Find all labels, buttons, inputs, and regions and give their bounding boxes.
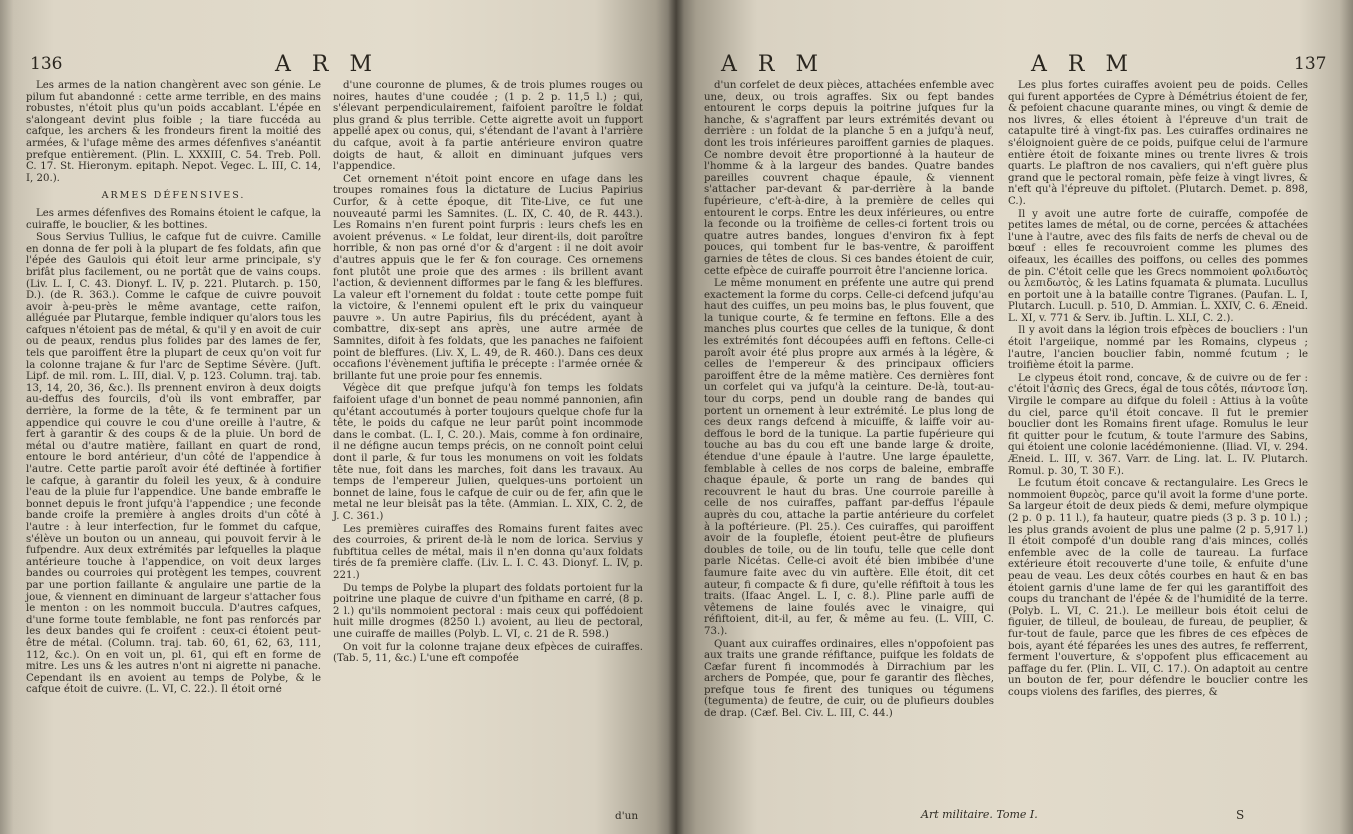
paragraph: Les armes défenfives des Romains étoient le cafque, la cuiraffe, le bouclier, & les bottines.	[26, 207, 321, 231]
paragraph: Le fcutum étoit concave & rectangulaire. Les Grecs le nommoient θυρεὸς, parce qu'il avoit la forme d'une porte. Sa largeur étoit de deux pieds & demi, mefure olympique (2 p. 0 p. 11 l.), fa hauteur, quatre pieds (3 p. 3 p. 10 l.) ; les plus grands avoient de plus une palme (2 p. 5,917 l.) Il étoit compofé d'un double rang d'ais minces, collés enfemble avec de la colle de taureau. La furface extérieure étoit recouverte d'une toile, & enfuite d'une peau de veau. Les deux côtés courbes en haut & en bas étoient garnis d'une lame de fer qui les garantiffoit des coups du tranchant de l'épée & de l'humidité de la terre. (Polyb. L. VI, C. 21.). Le meilleur bois étoit celui de figuier, de tilleul, de bouleau, de fureau, de peuplier, & fur-tout de faule, parce que les fibres de ces efpèces de bois, ayant été féparées les unes des autres, fe refferrent, ferment l'ouverture, & s'oppofent plus efficacement au paffage du fer. (Plin. L. VII, C. 17.). On adaptoit au centre un bouton de fer, pour défendre le bouclier contre les coups violens des farifles, des pierres, &	[1008, 478, 1308, 698]
paragraph: Il y avoit une autre forte de cuiraffe, compofée de petites lames de métal, ou de corne, percées & attachées l'une à l'autre, avec des fils faits de nerfs de cheval ou de bœuf : elles fe recouvroient comme les plumes des oifeaux, les écailles des poiffons, ou celles des pommes de pin. C'étoit celle que les Grecs nommoient φολιδωτὸς ou λεπιδωτὸς, & les Latins fquamata & plumata. Lucullus en portoit une à la bataille contre Tigranes. (Paufan. L. I, Plutarch. Lucull. p. 510, D. Ammian. L. XXIV, C. 6. Æneid. L. XI, v. 771 & Serv. ib. Juftin. L. XLI, C. 2.).	[1008, 208, 1308, 324]
book-gutter	[668, 0, 684, 834]
paragraph: Le même monument en préfente une autre qui prend exactement la forme du corps. Celle-ci defcend jufqu'au haut des cuiffes, un peu moins bas, le plus fouvent, que la tunique courte, & fe termine en feftons. Elle a des manches plus courtes que celles de la tunique, & dont les extrémités font découpées auffi en feftons. Celle-ci paroît avoir été plus propre aux armés à la légère, & celles de l'empereur & des principaux officiers paroiffent être de la même matière. Ces dernières font un corfelet qui va jufqu'à la ceinture. De-là, tout-au-tour du corps, pend un double rang de bandes qui portent un ornement à leur extrémité. Le plus long de ces deux rangs defcend à micuiffe, & laiffe voir au-deffous le bord de la tunique. La partie fupérieure qui touche au bas du cou eft une bande large & droite, étendue d'une épaule à l'autre. Une large épaulette, femblable à celles de nos corps de baleine, embraffe chaque épaule, & porte un rang de bandes qui recouvrent le haut du bras. Une courroie pareille à celle de nos cuiraffes, paffant par-deffus l'épaule auprès du cou, attache la partie antérieure du corfelet à la poftérieure. (Pl. 25.). Ces cuiraffes, qui paroiffent avoir de la fouplefle, étoient peut-être de plufieurs doubles de toile, ou de lin toufu, telle que celle dont parle Nicétas. Celle-ci avoit été bien imbibée d'une faumure faite avec du vin auftère. Elle étoit, dit cet auteur, fi compacte & fi dure, qu'elle réfiftoit à tous les traits. (Ifaac Angel. L. I, c. 8.). Pline parle auffi de vêtemens de laine foulés avec le vinaigre, qui réfiftoient, dit-il, au fer, & même au feu. (L. VIII, C. 73.).	[704, 278, 994, 637]
paragraph: Cet ornement n'étoit point encore en ufage dans les troupes romaines fous la dictature de Lucius Papirius Curfor, & à cette époque, dit Tite-Live, ce fut une nouveauté parmi les Samnites. (L. IX, C. 40, de R. 443.). Les Romains n'en furent point furpris : leurs chefs les en avoient prévenus. « Le foldat, leur dirent-ils, doit paroître horrible, & non pas orné d'or & d'argent : il ne doit avoir d'autres appuis que le fer & fon courage. Ces ornemens font plutôt une proie que des armes : ils brillent avant l'action, & deviennent difformes par le fang & les bleffures. La valeur eft l'ornement du foldat : toute cette pompe fuit la victoire, & l'ennemi opulent eft le prix du vainqueur pauvre ». Un autre Papirius, fils du précédent, ayant à combattre, dix-sept ans après, une autre armée de Samnites, difoit à fes foldats, que les panaches ne faifoient point de bleffures. (Liv. X, L. 49, de R. 460.). Dans ces deux occafions l'évènement juftifia le précepte : l'armée ornée & brillante fut une proie pour fes ennemis.	[333, 173, 643, 382]
section-heading: ARMES DÉFENSIVES.	[101, 190, 246, 202]
paragraph: Quant aux cuiraffes ordinaires, elles n'oppofoient pas aux traits une grande réfiftance, puifque les foldats de Cæfar furent fi incommodés à Dirrachium par les archers de Pompée, que, pour fe garantir des flèches, prefque tous fe firent des tuniques ou tégumens (tegumenta) de feutre, de cuir, ou de plufieurs doubles de drap. (Cæf. Bel. Civ. L. III, C. 44.)	[704, 638, 994, 720]
paragraph: Il y avoit dans la légion trois efpèces de boucliers : l'un étoit l'argeiique, nommé par les Romains, clypeus ; l'autre, l'ancien bouclier fabin, nommé fcutum ; le troifième étoit la parme.	[1008, 325, 1308, 372]
text-column-2	[1008, 80, 1308, 699]
paragraph: Sous Servius Tullius, le cafque fut de cuivre. Camille en donna de fer poli à la plupart de fes foldats, afin que l'épée des Gaulois qui étoit leur arme principale, s'y brifât plus facilement, ou ne portât que de vains coups. (Liv. L. I, C. 43. Dionyf. L. IV, p. 221. Plutarch. p. 150, D.). (de R. 363.). Comme le cafque de cuivre pouvoit avoir à-peu-près le même avantage, cette raifon, alléguée par Plutarque, femble indiquer qu'alors tous les cafques n'étoient pas de métal, & qu'il y en avoit de cuir ou de peaux, rendus plus folides par des lames de fer, tels que paroiffent être la plupart de ceux qu'on voit fur la colonne trajane & fur l'arc de Septime Sévère. (Juft. Lipf. de mil. rom. L. III, dial. V, p. 123. Column. traj. tab. 13, 14, 20, 36, &c.). Ils prennent environ à deux doigts au-deffus des fourcils, d'où ils vont embraffer, par derrière, la forme de la tête, & fe terminent par un appendice qui couvre le cou d'une oreille à l'autre, & fert à garantir & des coups & de la pluie. Un bord de métal ou d'autre matière, faillant en quart de rond, entoure le bord antérieur, d'un côté de l'appendice à l'autre. Cette partie paroît avoir été deftinée à fortifier le cafque, à garantir du foleil les yeux, & à conduire l'eau de la pluie fur l'appendice. Une bande embraffe le bonnet depuis le front jufqu'à l'appendice ; une feconde bande croife la première à angles droits d'un côté à l'autre : à leur interfection, fur le fommet du cafque, s'élève un bouton ou un anneau, qui pouvoit fervir à le fufpendre. Aux deux extrémités par lefquelles la plaque antérieure touche à l'appendice, on voit deux larges bandes ou courroies qui protègent les tempes, couvrent par une portion faillante & angulaire une partie de la joue, & viennent en diminuant de largeur s'attacher fous le menton : on les nommoit buccula. D'autres cafques, d'une forme toute femblable, ne font pas renforcés par les deux bandes qui fe croifent : ceux-ci étoient peut-être de métal. (Column. traj. tab. 60, 61, 62, 63, 111, 112, &c.). On en voit un, pl. 61, qui eft en forme de mitre. Les uns & les autres n'ont ni aigrette ni panache. Cependant ils en avoient au temps de Polybe, & le cafque étoit de cuivre. (L. VI, C. 22.). Il étoit orné	[26, 232, 321, 696]
running-head: A R M	[275, 52, 379, 77]
running-head: A R M	[1031, 52, 1135, 77]
text-column-2	[333, 80, 643, 666]
footer-title: Art militaire. Tome I.	[921, 808, 1038, 821]
paragraph: Les premières cuiraffes des Romains furent faites avec des courroies, & prirent de-là le nom de lorica. Servius y fubftitua celles de métal, mais il n'en donna qu'aux foldats tirés de fa première claffe. (Liv. L. I. C. 43. Dionyf. L. IV, p. 221.)	[333, 523, 643, 581]
text-column-1	[704, 80, 994, 721]
signature-mark: S	[1236, 808, 1245, 822]
paragraph: d'une couronne de plumes, & de trois plumes rouges ou noires, hautes d'une coudée ; (1 p. 2 p. 11,5 l.) ; qui, s'élevant perpendiculairement, faifoient paroître le foldat plus grand & plus terrible. Cette aigrette avoit un fupport appellé apex ou conus, qui, s'étendant de l'avant à l'arrière du cafque, avoit à fa partie antérieure environ quatre doigts de haut, & alloit en diminuant jufques vers l'appendice.	[333, 80, 643, 173]
paragraph: d'un corfelet de deux pièces, attachées enfemble avec une, deux, ou trois agraffes. Six ou fept bandes entourent le corps depuis la poitrine jufques fur la hanche, & s'agraffent par leurs extrémités devant ou derrière : un foldat de la planche 5 en a jufqu'à neuf, dont les trois inférieures paroiffent garnies de plaques. Ce nombre devoit être proportionné à la hauteur de l'homme & à la largeur des bandes. Quatre bandes pareilles couvrent chaque épaule, & viennent s'attacher par-devant & par-derrière à la bande fupérieure, c'eft-à-dire, à la première de celles qui entourent le corps. Entre les deux inférieures, ou entre la feconde ou la troifième de celles-ci fortent trois ou quatre autres bandes, longues d'environ fix à fept pouces, qui tombent fur le bas-ventre, & paroiffent garnies de têtes de clous. Si ces bandes étoient de cuir, cette efpèce de cuiraffe pourroit être l'ancienne lorica.	[704, 80, 994, 277]
paragraph: Les plus fortes cuiraffes avoient peu de poids. Celles qui furent apportées de Cypre à Démétrius étoient de fer, & pefoient chacune quarante mines, ou vingt & demie de nos livres, & elles étoient à l'épreuve d'un trait de catapulte tiré à vingt-fix pas. Les cuiraffes ordinaires ne s'éloignoient guère de ce poids, puifque celui de l'armure entière étoit de foixante mines ou trente livres & trois quarts. Le plaftron de nos cavaliers, qui n'eft guère plus grand que le pectoral romain, pèfe feize à vingt livres, & n'eft qu'à l'épreuve du piftolet. (Plutarch. Demet. p. 898, C.).	[1008, 80, 1308, 207]
catchword: d'un	[615, 810, 639, 822]
left-page	[0, 0, 676, 834]
right-page	[676, 0, 1353, 834]
page-number: 136	[30, 54, 63, 74]
paragraph: Végèce dit que prefque jufqu'à fon temps les foldats faifoient ufage d'un bonnet de peau nommé pannonien, afin qu'étant accoutumés à porter toujours quelque chofe fur la tête, le poids du cafque ne leur parût point incommode dans le combat. (L. I, C. 20.). Mais, comme à fon ordinaire, il ne défigne aucun temps précis, on ne connoît point celui dont il parle, & fur tous les monumens on voit les foldats tête nue, foit dans les marches, foit dans les travaux. Au temps de l'empereur Julien, quelques-uns portoient un bonnet de laine, fous le cafque de cuir ou de fer, afin que le metal ne leur bleisât pas la tête. (Ammian. L. XIX, C. 2, de J. C. 361.)	[333, 383, 643, 522]
text-column-1	[26, 80, 321, 697]
paragraph: Le clypeus étoit rond, concave, & de cuivre ou de fer : c'étoit l'ἀσπὶς des Grecs, égal de tous côtés, πάντοσε ἴση. Virgile le compare au difque du foleil : Attius à la voûte du ciel, parce qu'il étoit concave. Il fut le premier bouclier dont les Romains firent ufage. Romulus le leur fit quitter pour le fcutum, & toute l'armure des Sabins, qui étoient une colonie lacédémonienne. (Iliad. VI, v. 294. Æneid. L. III, v. 367. Varr. de Ling. lat. L. IV. Plutarch. Romul. p. 30, T. 30 F.).	[1008, 372, 1308, 477]
paragraph: On voit fur la colonne trajane deux efpèces de cuiraffes. (Tab. 5, 11, &c.) L'une eft compofée	[333, 641, 643, 665]
running-head: A R M	[721, 52, 825, 77]
paragraph: Du temps de Polybe la plupart des foldats portoient fur la poitrine une plaque de cuivre d'un fpithame en carré, (8 p. 2 l.) qu'ils nommoient pectoral : mais ceux qui poffédoient huit mille drogmes (8250 l.) avoient, au lieu de pectoral, une cuiraffe de mailles (Polyb. L. VI, c. 21 de R. 598.)	[333, 582, 643, 640]
paragraph: Les armes de la nation changèrent avec son génie. Le pilum fut abandonné : cette arme terrible, en des mains robustes, n'étoit plus qu'un poids accablant. L'épée en s'alongeant devint plus foible ; la tiare fuccéda au cafque, les archers & les frondeurs firent la moitié des armées, & l'ufage même des armes défenfives s'anéantit prefque entièrement. (Plin. L. XXXIII, C. 54. Treb. Poll. C. 17. St. Hieronym. epitaph. Nepot. Vegec. L. III, C. 14, I, 20.).	[26, 80, 321, 184]
page-number: 137	[1294, 54, 1327, 74]
